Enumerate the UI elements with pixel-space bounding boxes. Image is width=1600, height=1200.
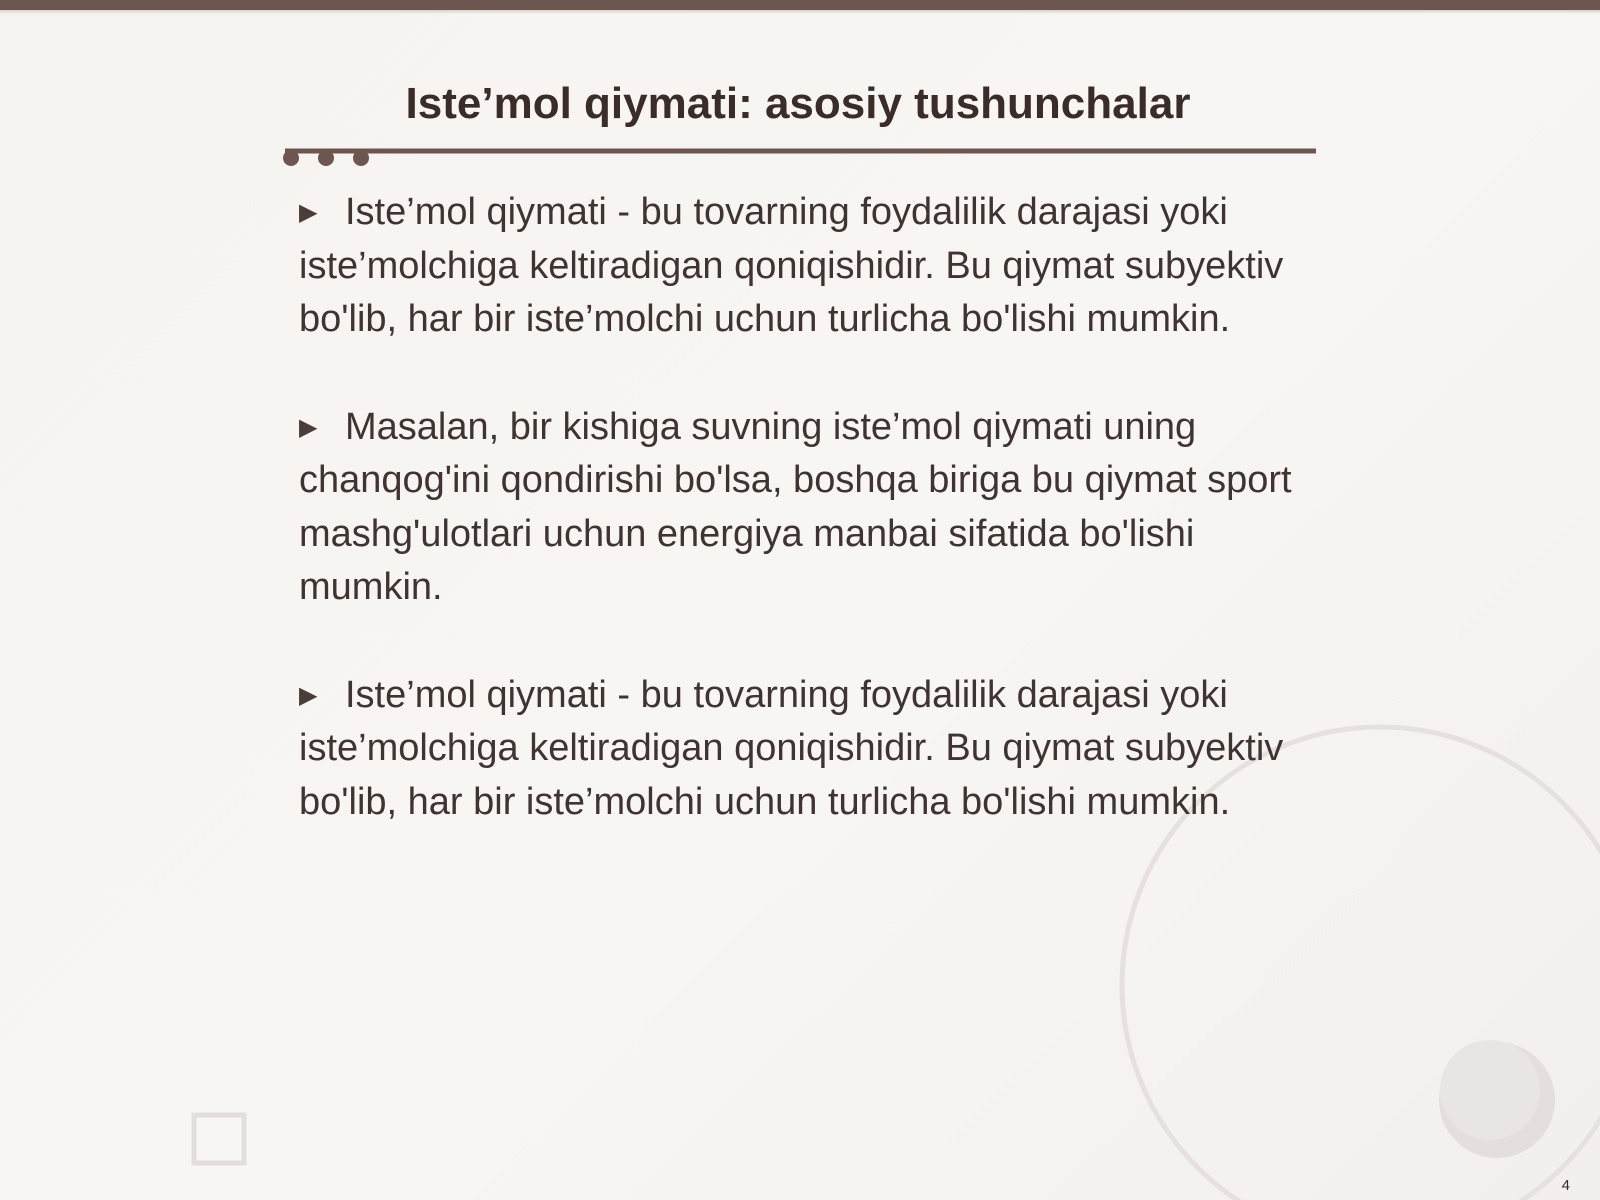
title-underline-dot — [283, 150, 299, 166]
bullet-text: Iste’mol qiymati - bu tovarning foydalilik darajasi yoki iste’molchiga keltiradigan qoniqishidir. Bu qiymat subyektiv bo'lib, har bir iste’molchi uchun turlicha bo'lishi mumkin. — [299, 191, 1284, 340]
bullet-text: Masalan, bir kishiga suvning iste’mol qiymati uning chanqog'ini qondirishi bo'lsa, boshqa biriga bu qiymat sport mashg'ulotlari uchun energiya manbai sifatida bo'lishi mumkin. — [299, 405, 1292, 608]
bullet-item — [299, 401, 1299, 615]
bullet-arrow-icon: ▶ — [299, 199, 318, 226]
bullet-list — [299, 186, 1299, 883]
small-decorative-circle-highlight — [1440, 1040, 1540, 1140]
bullet-text: Iste’mol qiymati - bu tovarning foydalilik darajasi yoki iste’molchiga keltiradigan qoniqishidir. Bu qiymat subyektiv bo'lib, har bir iste’molchi uchun turlicha bo'lishi mumkin. — [299, 673, 1284, 823]
bullet-item — [299, 669, 1299, 830]
bullet-arrow-icon: ▶ — [299, 413, 318, 441]
title-underline-dot — [318, 150, 334, 166]
slide-title: Iste’mol qiymati: asosiy tushunchalar — [405, 79, 1191, 128]
bullet-item — [299, 186, 1299, 347]
page-number: 4 — [1561, 1177, 1570, 1194]
bullet-arrow-icon: ▶ — [299, 681, 318, 709]
decorative-square-outline — [194, 1115, 244, 1163]
title-underline-dot — [353, 150, 369, 166]
title-underline — [0, 0, 1600, 200]
